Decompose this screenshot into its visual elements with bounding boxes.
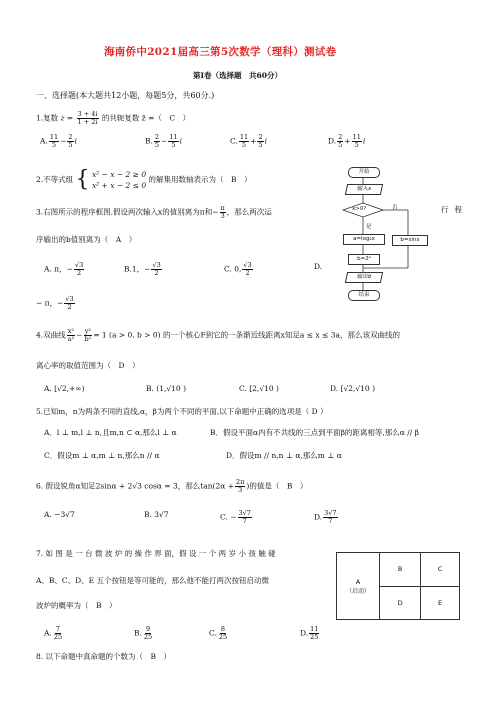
q2-ineq-1: x² − x − 2 ≥ 0 xyxy=(91,170,147,179)
q5-option-d: D．假设m // n,n ⊥ α,那么m ⊥ α xyxy=(226,451,342,460)
q4-option-c: C. [2,√10 ) xyxy=(239,384,279,393)
q7-line3: 波炉的概率为（ B ） xyxy=(36,601,117,610)
q1-fraction xyxy=(77,111,99,126)
question-1 xyxy=(36,111,190,126)
flow-log-box: a=log₂x xyxy=(343,234,385,245)
q6-option-c: C. − $\frac{3√7}{7}$ xyxy=(220,509,251,525)
q1-numerator: 3 + 4i xyxy=(77,110,98,118)
q1-option-a: A. $\frac{11}{5}$ − $\frac{2}{5}$ i xyxy=(40,133,77,149)
question-2 xyxy=(36,169,252,191)
question-4: 4.双曲线 $\frac{\text{x²}}{\text{a²}}$ − $\frac{\text{y²}}{\text{b²}}$ = 1 (a > 0, b > 0) 的一个核心F到它的一条渐近线距离x知足a ≤ x ≤ 3a，那么该双曲线的 xyxy=(36,327,400,343)
q1-option-d: D. $\frac{2}{5}$ + $\frac{11}{5}$ i xyxy=(328,133,366,149)
q1-denominator: 1 + 2i xyxy=(77,118,98,126)
q2-suffix: 的解集用数轴表示为（ B ） xyxy=(148,175,252,184)
flow-input: 输入x xyxy=(345,184,383,195)
q5-option-a: A．l ⊥ m,l ⊥ n,且m,n ⊂ α,那么l ⊥ α xyxy=(44,428,177,437)
q1-option-c: C. $\frac{11}{5}$ + $\frac{2}{5}$ i xyxy=(230,133,267,149)
q7-option-a: A. $\frac{7}{25}$ xyxy=(44,625,63,641)
q7-option-c: C. $\frac{8}{25}$ xyxy=(209,625,228,641)
button-b[interactable]: B xyxy=(380,553,421,587)
q1-answer: z̄ =（ C ） xyxy=(141,113,191,123)
q3-option-a: A. π，− $\frac{√3}{2}$ xyxy=(44,261,84,277)
question-5: 5.已知m，n为两条不同的直线,α，β为两个不同的平面,以下命题中正确的选项是（ D ） xyxy=(36,407,328,416)
section-subtitle: 第I卷（选择题 共60分） xyxy=(193,71,282,80)
q7-option-b: B. $\frac{9}{25}$ xyxy=(134,625,153,641)
q1-suffix: 的共轭复数 xyxy=(101,113,140,123)
q4-option-a: A. [√2,+∞) xyxy=(44,384,85,393)
brace-icon: { xyxy=(75,167,90,192)
flow-end: 结束 xyxy=(348,290,380,301)
q4-option-d: D. [√2,√10 ) xyxy=(330,384,376,393)
q2-ineq-2: x² + x − 2 ≤ 0 xyxy=(91,181,147,190)
q5-option-b: B．假设平面α内有不共线的三点到平面β的距离相等,那么α // β xyxy=(210,428,420,437)
q6-option-b: B. 3√7 xyxy=(144,510,169,519)
q3-line2: 序输出的b值别离为（ A ） xyxy=(36,235,137,244)
q4-option-b: B. (1,√10 ) xyxy=(146,384,186,393)
button-d[interactable]: D xyxy=(380,586,421,620)
q3-option-c: C. 0, $\frac{√3}{2}$ xyxy=(224,261,252,277)
flow-yes-label: 是 xyxy=(366,224,372,230)
button-a-start[interactable]: A （启动） xyxy=(337,553,380,620)
q7-option-d: D. $\frac{11}{25}$ xyxy=(300,625,319,641)
question-8: 8. 以下命题中真命题的个数为（ B ） xyxy=(36,652,172,661)
q7-line2: A、B、C、D、E 五个按钮是等可能的，那么他不能打两次按钮启动微 xyxy=(36,576,270,585)
question-7: 7. 如 图 是 一 台 微 波 炉 的 操 作 界 面，假 设 一 个 两 岁 小 孩 触 碰 xyxy=(36,549,276,558)
q1-prefix: 1.复数 xyxy=(36,113,59,123)
question-6: 6. 假设锐角α知足2sinα + 2√3 cosα = 3，那么tan(2α + $\frac{2\pi}{3}$ )的值是（ B ） xyxy=(36,478,308,494)
q3-option-b: B.1，− $\frac{√3}{2}$ xyxy=(124,261,161,277)
q6-option-d: D. $\frac{3√7}{7}$ xyxy=(314,509,337,525)
q1-option-b: B. $\frac{2}{5}$ − $\frac{11}{5}$ i xyxy=(145,133,183,149)
button-e[interactable]: E xyxy=(421,586,460,620)
q2-prefix: 2.不等式组 xyxy=(36,175,74,184)
q1-z: z = xyxy=(60,113,74,123)
flow-condition: x>0? xyxy=(352,206,367,212)
q3-option-d-cont: − π，− $\frac{√3}{2}$ xyxy=(36,295,74,311)
flow-calc-box: b=2ᵃ xyxy=(348,254,380,265)
flow-sin-box: b=sinx xyxy=(392,235,428,246)
microwave-panel xyxy=(336,552,460,620)
page-title: 海南侨中2021届高三第5次数学（理科）测试卷 xyxy=(104,46,337,58)
q3-option-d: D. xyxy=(314,262,323,271)
flowchart xyxy=(330,162,440,307)
flow-output: 输出b xyxy=(345,272,383,283)
q3-text-right: 行程 xyxy=(441,205,468,214)
question-3: 3.右图所示的程序框图.假设两次输入x的值别离为π和− $\frac{\pi}{3}$ ，那么两次运 xyxy=(36,204,272,220)
section-heading: 一、选择题(本大题共12小题，每题5分，共60分.) xyxy=(36,91,215,100)
button-c[interactable]: C xyxy=(421,553,460,587)
flow-start: 开始 xyxy=(348,167,380,178)
q6-option-a: A. −3√7 xyxy=(44,510,75,519)
q5-option-c: C．假设m ⊥ α,m ⊥ n,那么n // α xyxy=(44,451,160,460)
q4-line2: 离心率的取值范围为（ D ） xyxy=(36,361,140,370)
q2-system xyxy=(92,169,146,191)
flow-no-label: 否 xyxy=(392,205,398,211)
